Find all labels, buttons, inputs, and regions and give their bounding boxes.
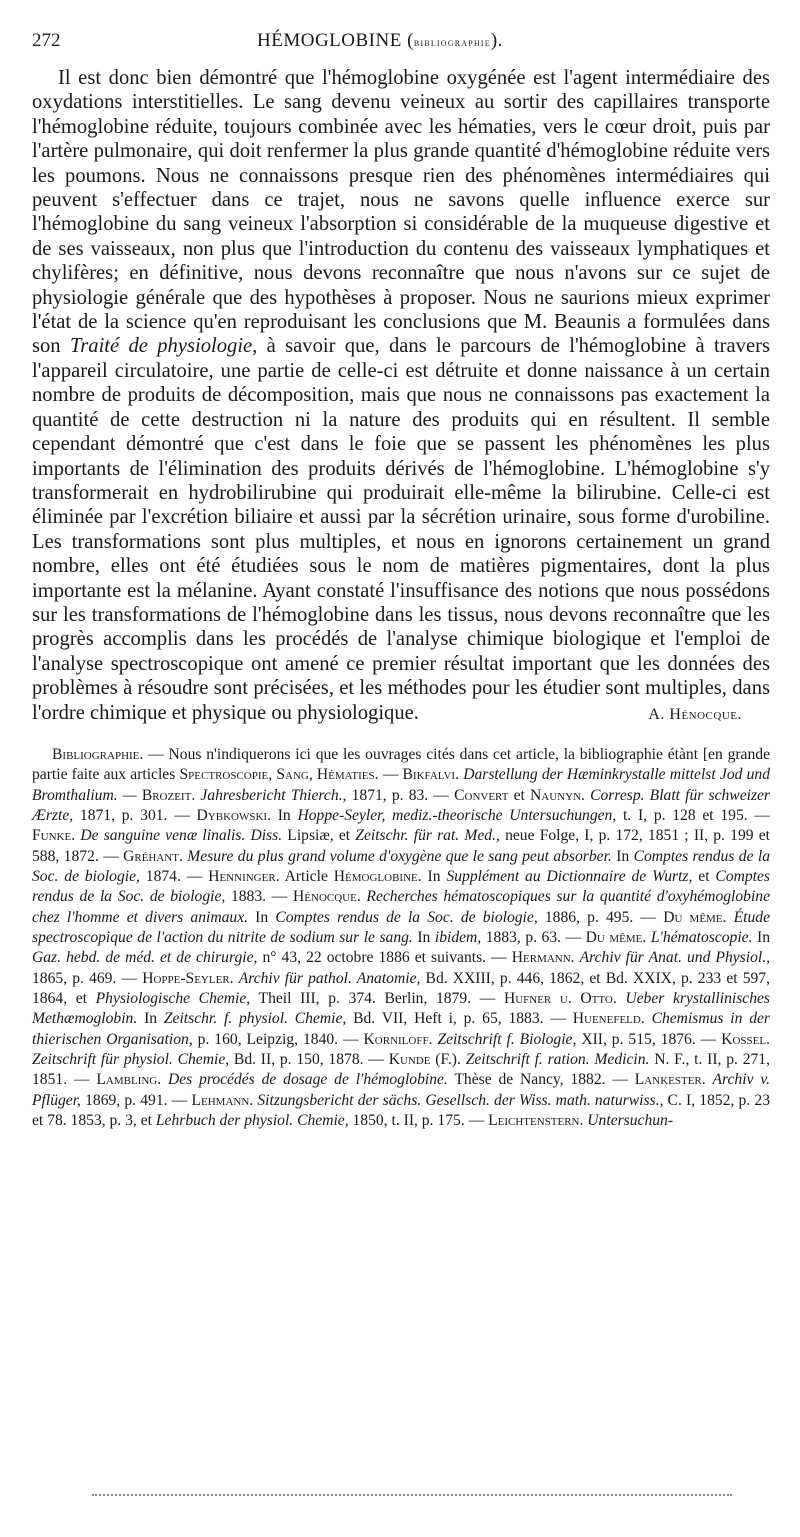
bibliography-section: Bibliographie. — Nous n'indiquerons ici que les ouvrages cités dans cet article, la bibliographie étànt [en grande partie faite aux articles Spectroscopie, Sang, Hématies. — Bikfalvi. Darstellung der Hæminkrystalle mittelst Jod und Bromthalium. — Brozeit. Jahresbericht Thierch., 1871, p. 83. — Convert et Naunyn. Corresp. Blatt für schweizer Ærzte, 1871, p. 301. — Dybkowski. In Hoppe-Seyler, mediz.-theorische Untersuchungen, t. I, p. 128 et 195. — Funke. De sanguine venæ linalis. Diss. Lipsiæ, et Zeitschr. für rat. Med., neue Folge, I, p. 172, 1851 ; II, p. 199 et 588, 1872. — Gréhant. Mesure du plus grand volume d'oxygène que le sang peut absorber. In Comptes rendus de la Soc. de biologie, 1874. — Henninger. Article Hémoglobine. In Supplément au Dictionnaire de Wurtz, et Comptes rendus de la Soc. de biologie, 1883. — Hénocque. Recherches hématoscopiques sur la quantité d'oxyhémoglobine chez l'homme et divers animaux. In Comptes rendus de la Soc. de biologie, 1886, p. 495. — Du même. Étude spectroscopique de l'action du nitrite de sodium sur le sang. In ibidem, 1883, p. 63. — Du même. L'hématoscopie. In Gaz. hebd. de méd. et de chirurgie, n° 43, 22 octobre 1886 et suivants. — Hermann. Archiv für Anat. und Physiol., 1865, p. 469. — Hoppe-Seyler. Archiv für pathol. Anatomie, Bd. XXIII, p. 446, 1862, et Bd. XXIX, p. 233 et 597, 1864, et Physiologische Chemie, Theil III, p. 374. Berlin, 1879. — Hufner u. Otto. Ueber krystallinisches Methæmoglobin. In Zeitschr. f. physiol. Chemie, Bd. VII, Heft i, p. 65, 1883. — Huenefeld. Chemismus in der thierischen Organisation, p. 160, Leipzig, 1840. — Korniloff. Zeitschrift f. Biologie, XII, p. 515, 1876. — Kossel. Zeitschrift für physiol. Chemie, Bd. II, p. 150, 1878. — Kunde (F.). Zeitschrift f. ration. Medicin. N. F., t. II, p. 271, 1851. — Lambling. Des procédés de dosage de l'hémoglobine. Thèse de Nancy, 1882. — Lankester. Archiv v. Pflüger, 1869, p. 491. — Lehmann. Sitzungsbericht der sächs. Gesellsch. der Wiss. math. naturwiss., C. I, 1852, p. 23 et 78. 1853, p. 3, et Lehrbuch der physiol. Chemie, 1850, t. II, p. 175. — Leichtenstern. Untersuchun- (32, 745, 771, 1130)
page-number: 272 (32, 30, 61, 51)
running-header (32, 30, 770, 66)
article-paragraph: Il est donc bien démontré que l'hémoglobine oxygénée est l'agent intermédiaire des oxydations interstitielles. Le sang devenu veineux au sortir des capillaires transporte l'hémoglobine réduite, toujours combinée avec les hématies, vers le cœur droit, puis par l'artère pulmonaire, qui doit renfermer la plus grande quantité d'hémoglobine réduite vers les poumons. Nous ne connaissons presque rien des phénomènes intermédiaires qui peuvent s'effectuer dans ce trajet, nous ne savons quelle influence exerce sur l'hémoglobine du sang veineux l'absorption si considérable de la muqueuse digestive et de ses vaisseaux, non plus que l'introduction du contenu des vaisseaux lymphatiques et chylifères; en définitive, nous devons reconnaître que nous n'avons sur ce sujet de physiologie générale que des hypothèses à proposer. Nous ne saurions mieux exprimer l'état de la science qu'en reproduisant les conclusions que M. Beaunis a formulées dans son Traité de physiologie, à savoir que, dans le parcours de l'hémoglobine à travers l'appareil circulatoire, une partie de celle-ci est détruite et donne naissance à un certain nombre de produits de décomposition, mais que nous ne connaissons pas exactement la quantité de cette destruction ni la nature des produits qui en résultent. Il semble cependant démontré que c'est dans le foie que se passent les phénomènes les plus importants de l'élimination des produits dérivés de l'hémoglobine. L'hémoglobine s'y transformerait en hydrobilirubine qui produirait elle-même la bilirubine. Celle-ci est éliminée par l'excrétion biliaire et aussi par la sécrétion urinaire, sous forme d'urobiline. Les transformations sont plus multiples, et nous en ignorons certainement un grand nombre, elles ont été étudiées sous le nom de matières pigmentaires, dont la plus importante est la mélanine. Ayant constaté l'insuffisance des notions que nous possédons sur les transformations de l'hémoglobine dans les tissus, nous devons reconnaître que les progrès accomplis dans les procédés de l'analyse chimique biologique et l'emploi de l'analyse spectroscopique ont amené ce premier résultat important que les données des problèmes à résoudre sont précisées, et les méthodes pour les étudier sont multiples, dans l'ordre chimique et physique ou physiologique. A. Hénocque. (32, 66, 770, 727)
book-page (32, 30, 770, 1147)
author-signature: A. Hénocque. (648, 705, 742, 723)
running-title: HÉMOGLOBINE (bibliographie). (257, 30, 503, 51)
bottom-dotted-rule (92, 1494, 732, 1500)
bibliography-label: Bibliographie. (52, 745, 144, 763)
